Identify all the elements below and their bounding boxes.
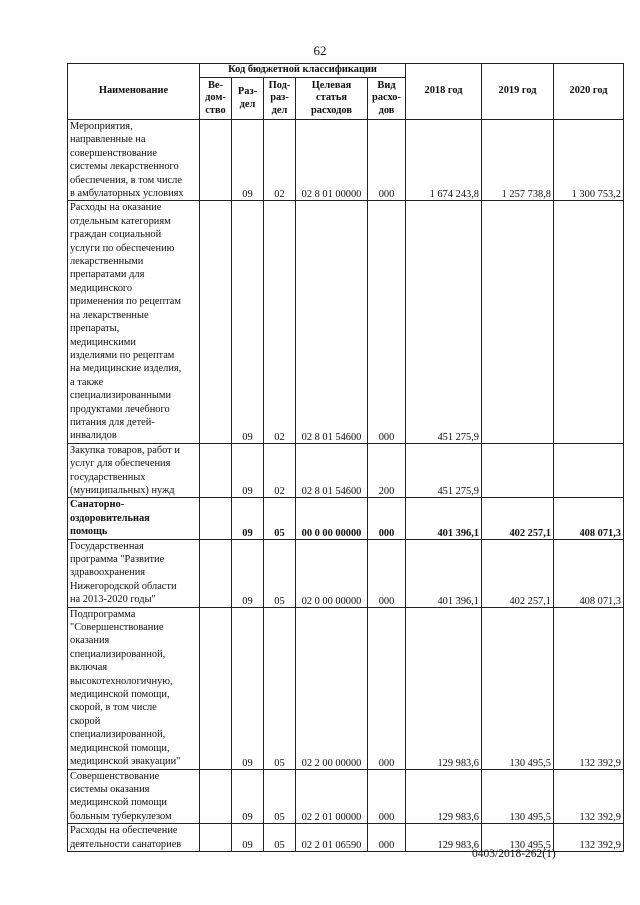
cell-vid: 200	[368, 443, 406, 498]
cell-2019	[482, 201, 554, 443]
header-razdel: Раз- дел	[232, 78, 264, 120]
cell-2019: 130 495,5	[482, 769, 554, 824]
cell-2019: 130 495,5	[482, 607, 554, 769]
cell-razdel: 09	[232, 539, 264, 607]
cell-vid: 000	[368, 120, 406, 201]
cell-2019: 402 257,1	[482, 498, 554, 539]
cell-razdel: 09	[232, 443, 264, 498]
cell-2020	[554, 443, 624, 498]
cell-2018: 129 983,6	[406, 607, 482, 769]
cell-podrazdel: 05	[264, 769, 296, 824]
cell-2019: 1 257 738,8	[482, 120, 554, 201]
cell-2018: 1 674 243,8	[406, 120, 482, 201]
cell-ved	[200, 539, 232, 607]
cell-2019: 130 495,5	[482, 824, 554, 852]
cell-razdel: 09	[232, 498, 264, 539]
row-name: Совершенствование системы оказания медицинской помощи больным туберкулезом	[68, 769, 200, 824]
cell-2018: 129 983,6	[406, 769, 482, 824]
row-name: Подпрограмма "Совершенствование оказания специализированной, включая высокотехнологичную, медицинской помощи, скорой, в том числе скорой специализированной, медицинской помощи, медицинской эвакуации"	[68, 607, 200, 769]
cell-ved	[200, 443, 232, 498]
cell-2018: 129 983,6	[406, 824, 482, 852]
cell-2018: 401 396,1	[406, 498, 482, 539]
cell-ved	[200, 201, 232, 443]
header-podrazdel: Под- раз- дел	[264, 78, 296, 120]
cell-2019	[482, 443, 554, 498]
cell-2018: 401 396,1	[406, 539, 482, 607]
cell-2018: 451 275,9	[406, 201, 482, 443]
cell-celevaya: 02 2 01 06590	[296, 824, 368, 852]
cell-razdel: 09	[232, 201, 264, 443]
cell-2020: 1 300 753,2	[554, 120, 624, 201]
cell-celevaya: 02 2 00 00000	[296, 607, 368, 769]
cell-podrazdel: 02	[264, 201, 296, 443]
cell-ved	[200, 607, 232, 769]
header-2019: 2019 год	[482, 64, 554, 120]
header-vid: Вид расхо- дов	[368, 78, 406, 120]
table-row	[68, 443, 624, 498]
row-name: Закупка товаров, работ и услуг для обеспечения государственных (муниципальных) нужд	[68, 443, 200, 498]
cell-vid: 000	[368, 539, 406, 607]
cell-celevaya: 02 8 01 54600	[296, 443, 368, 498]
header-2020: 2020 год	[554, 64, 624, 120]
cell-ved	[200, 769, 232, 824]
table-row	[68, 201, 624, 443]
cell-2020: 132 392,9	[554, 769, 624, 824]
budget-table	[67, 63, 624, 852]
cell-celevaya: 02 8 01 54600	[296, 201, 368, 443]
cell-podrazdel: 05	[264, 607, 296, 769]
cell-2020: 132 392,9	[554, 824, 624, 852]
cell-podrazdel: 05	[264, 824, 296, 852]
cell-razdel: 09	[232, 607, 264, 769]
cell-razdel: 09	[232, 769, 264, 824]
cell-2020	[554, 201, 624, 443]
table-row	[68, 769, 624, 824]
cell-vid: 000	[368, 498, 406, 539]
cell-2020: 132 392,9	[554, 607, 624, 769]
row-name: Расходы на обеспечение деятельности санаториев	[68, 824, 200, 852]
cell-2020: 408 071,3	[554, 539, 624, 607]
document-code: 0403/2018-262(1)	[472, 848, 556, 860]
page-number: 62	[313, 43, 327, 58]
row-name: Государственная программа "Развитие здравоохранения Нижегородской области на 2013-2020 годы"	[68, 539, 200, 607]
row-name: Мероприятия, направленные на совершенствование системы лекарственного обеспечения, в том числе в амбулаторных условиях	[68, 120, 200, 201]
cell-podrazdel: 05	[264, 539, 296, 607]
cell-vid: 000	[368, 607, 406, 769]
cell-2018: 451 275,9	[406, 443, 482, 498]
cell-vid: 000	[368, 769, 406, 824]
cell-razdel: 09	[232, 120, 264, 201]
cell-2019: 402 257,1	[482, 539, 554, 607]
row-name: Расходы на оказание отдельным категориям граждан социальной услуги по обеспечению лекарственными препаратами для медицинского применения по рецептам на лекарственные препараты, медицинскими изделиями по рецептам на медицинские изделия, а также специализированными продуктами лечебного питания для детей- инвалидов	[68, 201, 200, 443]
cell-ved	[200, 120, 232, 201]
header-2018: 2018 год	[406, 64, 482, 120]
cell-podrazdel: 05	[264, 498, 296, 539]
cell-vid: 000	[368, 201, 406, 443]
cell-celevaya: 02 2 01 00000	[296, 769, 368, 824]
cell-celevaya: 02 8 01 00000	[296, 120, 368, 201]
cell-celevaya: 02 0 00 00000	[296, 539, 368, 607]
table-row	[68, 498, 624, 539]
header-ved: Ве- дом- ство	[200, 78, 232, 120]
header-celevaya: Целевая статья расходов	[296, 78, 368, 120]
row-name: Санаторно- оздоровительная помощь	[68, 498, 200, 539]
table-row	[68, 607, 624, 769]
header-kbk: Код бюджетной классификации	[200, 64, 406, 78]
table-row	[68, 539, 624, 607]
cell-podrazdel: 02	[264, 443, 296, 498]
cell-razdel: 09	[232, 824, 264, 852]
table-row	[68, 120, 624, 201]
cell-2020: 408 071,3	[554, 498, 624, 539]
cell-celevaya: 00 0 00 00000	[296, 498, 368, 539]
cell-vid: 000	[368, 824, 406, 852]
header-name: Наименование	[68, 64, 200, 120]
cell-podrazdel: 02	[264, 120, 296, 201]
cell-ved	[200, 824, 232, 852]
cell-ved	[200, 498, 232, 539]
